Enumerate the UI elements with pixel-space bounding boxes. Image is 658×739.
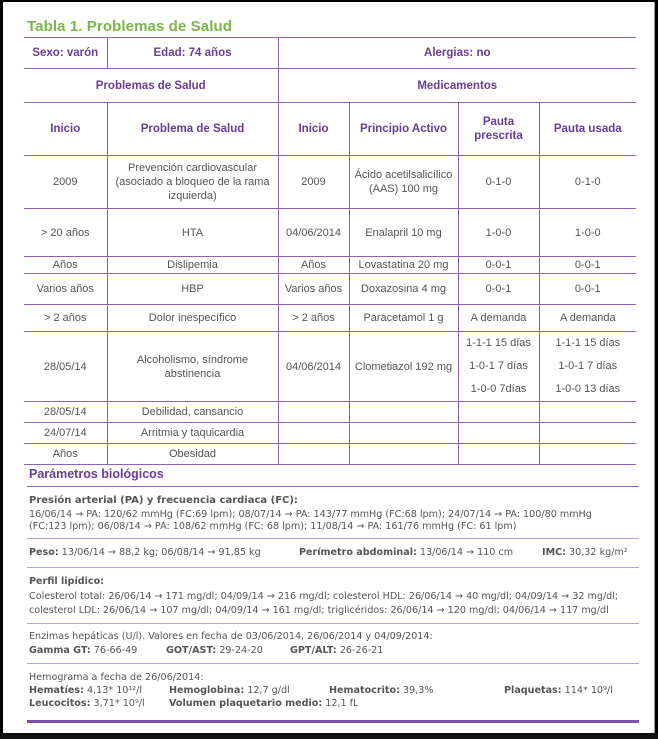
dose-line: A demanda (470, 312, 527, 324)
section-medications: Medicamentos (278, 69, 636, 103)
cell-inicio: Años (24, 444, 107, 465)
liver-enzymes-block (27, 624, 639, 664)
cell-inicio-med: > 2 años (278, 305, 349, 332)
bp-label: Presión arterial (PA) y frecuencia cardiaca (FC): (29, 495, 298, 506)
bmi: IMC: 30,32 kg/m² (542, 547, 628, 558)
patient-info-row (24, 38, 636, 69)
table-row (24, 209, 636, 257)
document-page (3, 2, 655, 733)
health-problems-table (24, 37, 636, 465)
got-ast: GOT/AST: 29-24-20 (166, 645, 263, 656)
dose-line: 0-1-0 (574, 176, 601, 188)
col-inicio-problem: Inicio (24, 103, 107, 156)
cell-principio: Doxazosina 4 mg (349, 274, 458, 305)
table-row (24, 423, 636, 444)
cell-problema: Prevención cardiovascular (asociado a bloqueo de la rama izquierda) (107, 156, 278, 209)
cell-inicio: > 20 años (24, 209, 107, 257)
cell-problema: Dolor inespecífico (107, 305, 278, 332)
abdominal-perimeter: Perímetro abdominal: 13/06/14 → 110 cm (299, 547, 514, 558)
cell-problema: Alcoholismo, síndrome abstinencia (107, 332, 278, 402)
blood-pressure-block (27, 487, 639, 539)
plaquetas: Plaquetas: 114* 10⁹/l (504, 685, 613, 696)
dose-line: 1-0-0 (574, 226, 601, 239)
dose-line: 0-0-1 (574, 259, 601, 271)
col-inicio-med: Inicio (278, 103, 349, 156)
table-row (24, 305, 636, 332)
patient-allergies: Alergias: no (278, 38, 636, 69)
table-row (24, 332, 636, 402)
dose-line: 0-0-1 (485, 259, 512, 271)
cell-inicio: Años (24, 257, 107, 274)
dose-line: A demanda (559, 312, 616, 324)
cell-usada (539, 257, 636, 274)
cell-prescrita (458, 209, 539, 257)
lipid-line-1: Colesterol total: 26/06/14 → 171 mg/dl; 04/09/14 → 216 mg/dl; colesterol HDL: 26/06/14 → 40 mg/dl; 04/09/14 → 32 mg/dl; (29, 591, 619, 602)
cell-principio (349, 402, 458, 423)
lipid-label: Perfil lipídico: (29, 576, 105, 587)
hemogram-block (27, 664, 639, 723)
cell-problema: Arritmia y taquicardia (107, 423, 278, 444)
gamma-gt: Gamma GT: 76-66-49 (29, 645, 138, 656)
dose-line: 1-1-1 15 días (555, 337, 621, 349)
cell-usada (539, 402, 636, 423)
hemoglobina: Hemoglobina: 12,7 g/dl (169, 685, 290, 696)
dose-line: 1-0-0 13 días (555, 383, 621, 395)
cell-principio: Paracetamol 1 g (349, 305, 458, 332)
bp-line-1: 16/06/14 → PA: 120/62 mmHg (FC:69 lpm); 08/07/14 → PA: 143/77 mmHg (FC:68 lpm); 24/07/14 → PA: 100/80 mmHg (29, 509, 592, 520)
patient-age: Edad: 74 años (107, 38, 278, 69)
cell-usada (539, 423, 636, 444)
cell-prescrita (458, 305, 539, 332)
dose-line: 0-1-0 (485, 176, 512, 188)
lipid-line-2: colesterol LDL: 26/06/14 → 107 mg/dl; 04/09/14 → 161 mg/dl; triglicéridos: 26/06/14 → 120 mg/dl; 04/06/14 → 117 mg/dl (29, 605, 609, 616)
section-header-row (24, 69, 636, 103)
cell-prescrita (458, 423, 539, 444)
dose-line: 1-0-1 7 días (469, 360, 528, 372)
cell-inicio-med: Años (278, 257, 349, 274)
col-active: Principio Activo (349, 103, 458, 156)
dose-line: 1-0-0 (485, 226, 512, 239)
cell-usada (539, 156, 636, 209)
patient-sex: Sexo: varón (24, 38, 107, 69)
cell-principio: Lovastatina 20 mg (349, 257, 458, 274)
hemogram-intro: Hemograma a fecha de 26/06/2014: (29, 672, 204, 683)
cell-usada (539, 305, 636, 332)
cell-principio: Ácido acetilsalicílico (AAS) 100 mg (349, 156, 458, 209)
cell-inicio-med (278, 423, 349, 444)
bp-line-2: (FC:123 lpm); 06/08/14 → PA: 108/62 mmHg (FC: 68 lpm); 11/08/14 → PA: 161/76 mmHg (FC: 61 lpm) (29, 521, 517, 532)
cell-prescrita (458, 402, 539, 423)
cell-prescrita (458, 156, 539, 209)
table-title: Tabla 1. Problemas de Salud (27, 18, 232, 35)
anthropometry-block (27, 539, 639, 568)
cell-usada (539, 209, 636, 257)
biological-parameters (27, 460, 639, 723)
cell-usada (539, 274, 636, 305)
cell-prescrita (458, 257, 539, 274)
cell-problema: Dislipemia (107, 257, 278, 274)
frame-bottom (0, 733, 658, 739)
hematies: Hematíes: 4,13* 10¹²/l (29, 685, 142, 696)
leucocitos: Leucocitos: 3,71* 10⁹/l (29, 698, 145, 709)
cell-problema: HTA (107, 209, 278, 257)
cell-inicio: 28/05/14 (24, 332, 107, 402)
params-title: Parámetros biológicos (27, 460, 639, 487)
volumen-plaquetario: Volumen plaquetario medio: 12,1 fL (169, 698, 359, 709)
cell-inicio-med: 2009 (278, 156, 349, 209)
col-prescribed: Pauta prescrita (458, 103, 539, 156)
table-row (24, 156, 636, 209)
gpt-alt: GPT/ALT: 26-26-21 (290, 645, 384, 656)
dose-line: 1-1-1 15 días (466, 337, 531, 349)
cell-inicio: 2009 (24, 156, 107, 209)
cell-prescrita (458, 274, 539, 305)
cell-inicio-med (278, 402, 349, 423)
dose-line: 1-0-0 7días (470, 383, 527, 395)
dose-line: 0-0-1 (485, 283, 512, 295)
cell-inicio: 28/05/14 (24, 402, 107, 423)
section-problems: Problemas de Salud (24, 69, 278, 103)
enzymes-intro: Enzimas hepáticas (U/l). Valores en fecha de 03/06/2014, 26/06/2014 y 04/09/2014: (29, 631, 433, 642)
cell-principio: Clometiazol 192 mg (349, 332, 458, 402)
table-row (24, 274, 636, 305)
cell-problema: Obesidad (107, 444, 278, 465)
cell-inicio-med: 04/06/2014 (278, 332, 349, 402)
cell-principio (349, 423, 458, 444)
dose-line: 1-0-1 7 días (558, 360, 618, 372)
col-used: Pauta usada (539, 103, 636, 156)
cell-inicio: > 2 años (24, 305, 107, 332)
table-row (24, 257, 636, 274)
column-header-row (24, 103, 636, 156)
cell-usada (539, 332, 636, 402)
cell-prescrita (458, 332, 539, 402)
col-problem: Problema de Salud (107, 103, 278, 156)
cell-principio: Enalapril 10 mg (349, 209, 458, 257)
cell-inicio: 24/07/14 (24, 423, 107, 444)
table-row (24, 402, 636, 423)
cell-problema: HBP (107, 274, 278, 305)
cell-inicio-med: 04/06/2014 (278, 209, 349, 257)
dose-line: 0-0-1 (574, 283, 601, 295)
weight: Peso: 13/06/14 → 88,2 kg; 06/08/14 → 91,85 kg (29, 547, 261, 558)
cell-problema: Debilidad, cansancio (107, 402, 278, 423)
hematocrito: Hematocrito: 39,3% (329, 685, 434, 696)
cell-inicio: Varios años (24, 274, 107, 305)
cell-inicio-med: Varios años (278, 274, 349, 305)
lipid-profile-block (27, 568, 639, 624)
